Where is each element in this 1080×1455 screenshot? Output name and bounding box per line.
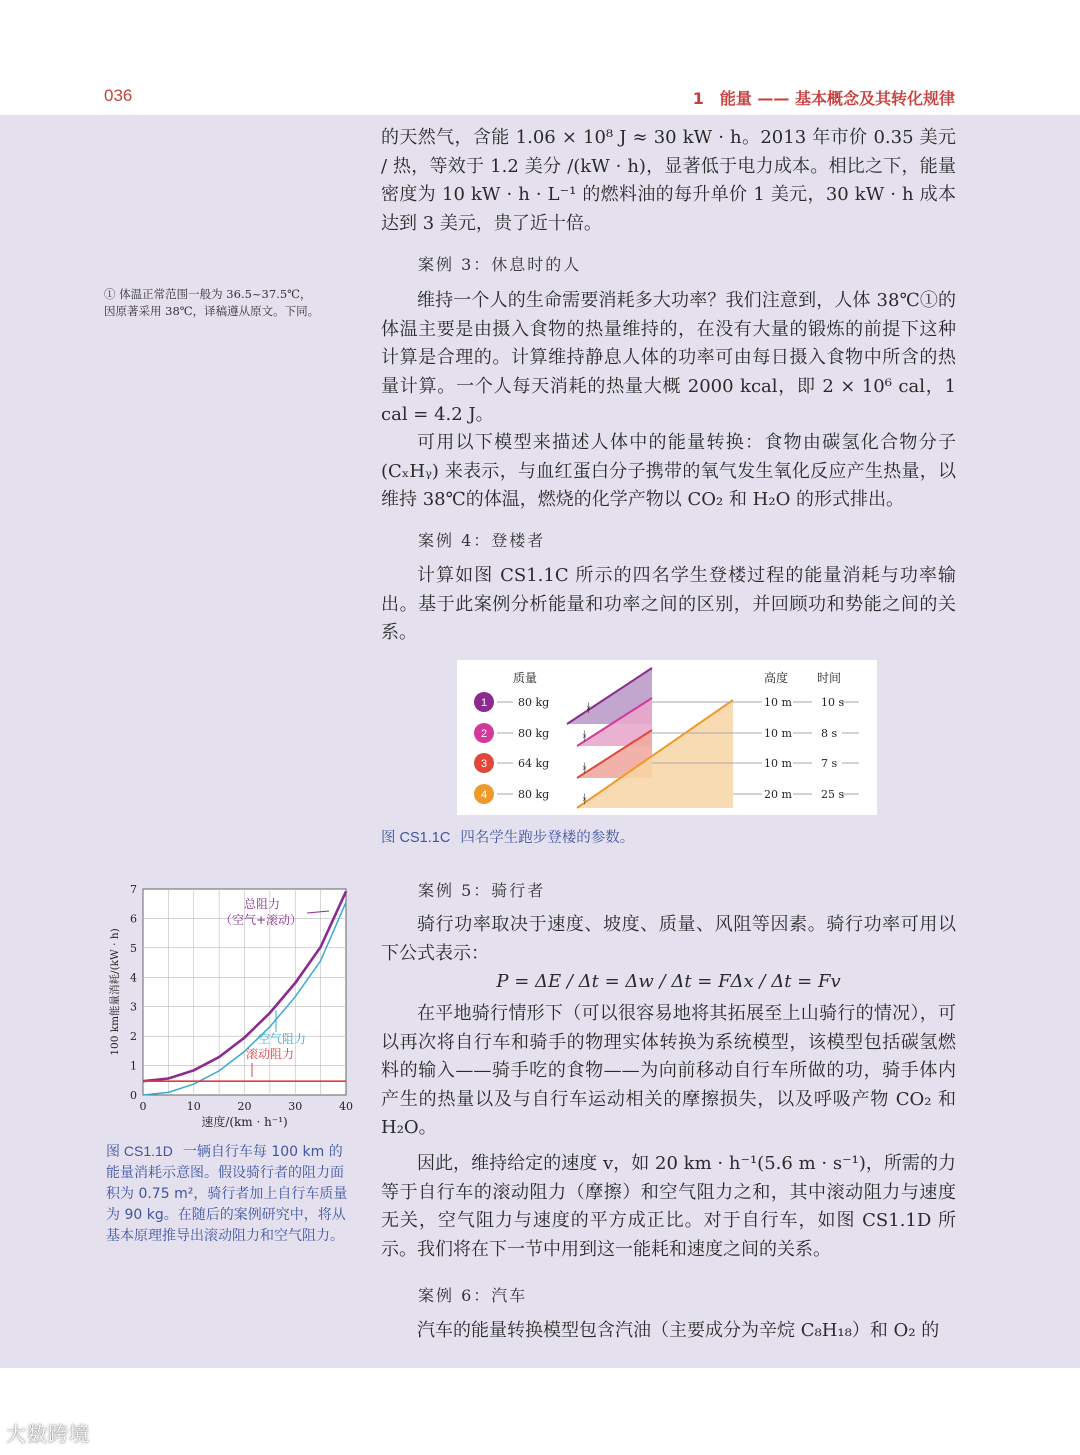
- paragraph-4: [381, 562, 956, 648]
- row-time-1: 10 s: [821, 696, 845, 709]
- paragraph-1: [381, 124, 956, 238]
- y-tick-label: 4: [130, 971, 137, 985]
- paragraph-2-text: 维持一个人的生命需要消耗多大功率？我们注意到，人体 38℃①的体温主要是由摄入食物的热量维持的，在没有大量的锻炼的前提下这种计算是合理的。计算维持静息人体的功率可由每日摄入食物中所含的热量计算。一个人每天消耗的热量大概 2000 kcal，即 2 × 10⁶ cal，1 cal = 4.2 J。: [381, 290, 956, 426]
- x-tick-label: 0: [139, 1100, 147, 1113]
- x-tick-label: 30: [288, 1100, 303, 1113]
- row-time-3: 7 s: [821, 757, 838, 770]
- chart-svg: [104, 878, 360, 1134]
- figure-d-label: 图 CS1.1D: [106, 1143, 173, 1159]
- label-total: 总阻力: [244, 897, 281, 911]
- x-tick-label: 40: [339, 1100, 353, 1113]
- x-tick-label: 10: [186, 1100, 201, 1113]
- footnote-line-2: 因原著采用 38℃，译稿遵从原文。下同。: [104, 304, 320, 318]
- header-height: 高度: [764, 671, 789, 685]
- paragraph-8-text: 汽车的能量转换模型包含汽油（主要成分为辛烷 C₈H₁₈）和 O₂ 的: [417, 1320, 940, 1341]
- figure-d-caption: [106, 1141, 356, 1247]
- case-3-heading: 案例 3：休息时的人: [418, 255, 582, 274]
- case-4-heading: 案例 4：登楼者: [418, 531, 546, 550]
- page-number: 036: [104, 86, 133, 105]
- row-number-2: 2: [480, 728, 488, 740]
- figure-stair-climbers: [457, 660, 877, 815]
- figure-c-label: 图 CS1.1C: [381, 830, 451, 846]
- paragraph-6-text: 在平地骑行情形下（可以很容易地将其拓展至上山骑行的情况），可以再次将自行车和骑手的物理实体转换为系统模型，该模型包括碳氢燃料的输入——骑手吃的食物——为向前移动自行车所做的功，骑手体内产生的热量以及与自行车运动相关的摩擦损失，以及呼吸产物 CO₂ 和 H₂O。: [381, 1003, 956, 1139]
- figure-c-caption: [381, 826, 634, 847]
- y-tick-label: 1: [130, 1059, 137, 1073]
- row-mass-2: 80 kg: [518, 727, 550, 740]
- paragraph-5-text: 骑行功率取决于速度、坡度、质量、风阻等因素。骑行功率可用以下公式表示：: [381, 914, 956, 964]
- paragraph-1-text: 的天然气，含能 1.06 × 10⁸ J ≈ 30 kW · h。2013 年市价 0.35 美元 / 热，等效于 1.2 美分 /(kW · h)，显著低于电力成本。相比之下，能量密度为 10 kW · h · L⁻¹ 的燃料油的每升单价 1 美元，30 kW · h 成本达到 3 美元，贵了近十倍。: [381, 127, 956, 234]
- footnote-line-1: ① 体温正常范围一般为 36.5~37.5℃，: [104, 287, 312, 301]
- stair-climbers-diagram: [457, 660, 877, 815]
- row-time-2: 8 s: [821, 727, 838, 740]
- paragraph-7: [381, 1150, 956, 1264]
- row-time-4: 25 s: [821, 788, 845, 801]
- y-axis-label: 100 km能量消耗/(kW · h): [109, 928, 121, 1056]
- case-5-heading: 案例 5：骑行者: [418, 881, 546, 900]
- x-axis-label: 速度/(km · h⁻¹): [201, 1115, 288, 1129]
- paragraph-6: [381, 1000, 956, 1143]
- y-tick-label: 3: [130, 1000, 137, 1014]
- row-height-4: 20 m: [764, 788, 792, 801]
- label-air: 空气阻力: [258, 1032, 307, 1046]
- y-tick-label: 5: [130, 941, 137, 955]
- x-tick-label: 20: [237, 1100, 252, 1113]
- bicycle-energy-chart: [104, 878, 360, 1134]
- runner-icon-2: ᚼ: [581, 729, 589, 743]
- header-mass: 质量: [513, 671, 538, 685]
- figure-c-text: 四名学生跑步登楼的参数。: [460, 830, 635, 846]
- runner-icon-1: ᚼ: [585, 701, 593, 715]
- paragraph-8: [381, 1317, 956, 1346]
- label-total-sub: （空气+滚动）: [220, 913, 303, 927]
- y-tick-label: 2: [130, 1030, 137, 1044]
- row-height-1: 10 m: [764, 696, 792, 709]
- case-6-heading: 案例 6：汽车: [418, 1286, 528, 1305]
- paragraph-3-text: 可用以下模型来描述人体中的能量转换：食物由碳氢化合物分子 (CₓHᵧ) 来表示，与血红蛋白分子携带的氧气发生氧化反应产生热量，以维持 38℃的体温，燃烧的化学产物以 CO₂ 和 H₂O 的形式排出。: [381, 432, 956, 511]
- row-mass-3: 64 kg: [518, 757, 550, 770]
- row-mass-4: 80 kg: [518, 788, 550, 801]
- y-tick-label: 7: [130, 883, 137, 896]
- label-rolling: 滚动阻力: [246, 1047, 295, 1061]
- runner-icon-4: ᚼ: [581, 792, 589, 806]
- row-height-2: 10 m: [764, 727, 792, 740]
- row-height-3: 10 m: [764, 757, 792, 770]
- figure-d-text: 一辆自行车每 100 km 的能量消耗示意图。假设骑行者的阻力面积为 0.75 m²，骑行者加上自行车质量为 90 kg。在随后的案例研究中，将从基本原理推导出滚动阻力和空气阻力。: [106, 1144, 348, 1244]
- row-number-1: 1: [480, 697, 488, 709]
- runner-icon-3: ᚼ: [581, 761, 589, 775]
- paragraph-4-text: 计算如图 CS1.1C 所示的四名学生登楼过程的能量消耗与功率输出。基于此案例分析能量和功率之间的区别，并回顾功和势能之间的关系。: [381, 565, 956, 644]
- watermark-logo: 大数跨境: [6, 1422, 90, 1446]
- running-title: 1 能量 —— 基本概念及其转化规律: [692, 89, 955, 108]
- row-number-3: 3: [480, 758, 488, 770]
- paragraph-7-text: 因此，维持给定的速度 v，如 20 km · h⁻¹(5.6 m · s⁻¹)，所需的力等于自行车的滚动阻力（摩擦）和空气阻力之和，其中滚动阻力与速度无关，空气阻力与速度的平方成正比。对于自行车，如图 CS1.1D 所示。我们将在下一节中用到这一能耗和速度之间的关系。: [381, 1153, 956, 1260]
- page-header: [0, 0, 1080, 115]
- paragraph-2: [381, 287, 956, 430]
- paragraph-3: [381, 429, 956, 515]
- power-formula: P = ΔE / Δt = Δw / Δt = FΔx / Δt = Fv: [496, 971, 841, 992]
- footnote: [104, 286, 354, 320]
- header-time: 时间: [817, 671, 842, 685]
- paragraph-5: [381, 911, 956, 968]
- row-number-4: 4: [480, 789, 488, 801]
- y-tick-label: 6: [130, 912, 137, 926]
- row-mass-1: 80 kg: [518, 696, 550, 709]
- y-tick-label: 0: [130, 1089, 137, 1102]
